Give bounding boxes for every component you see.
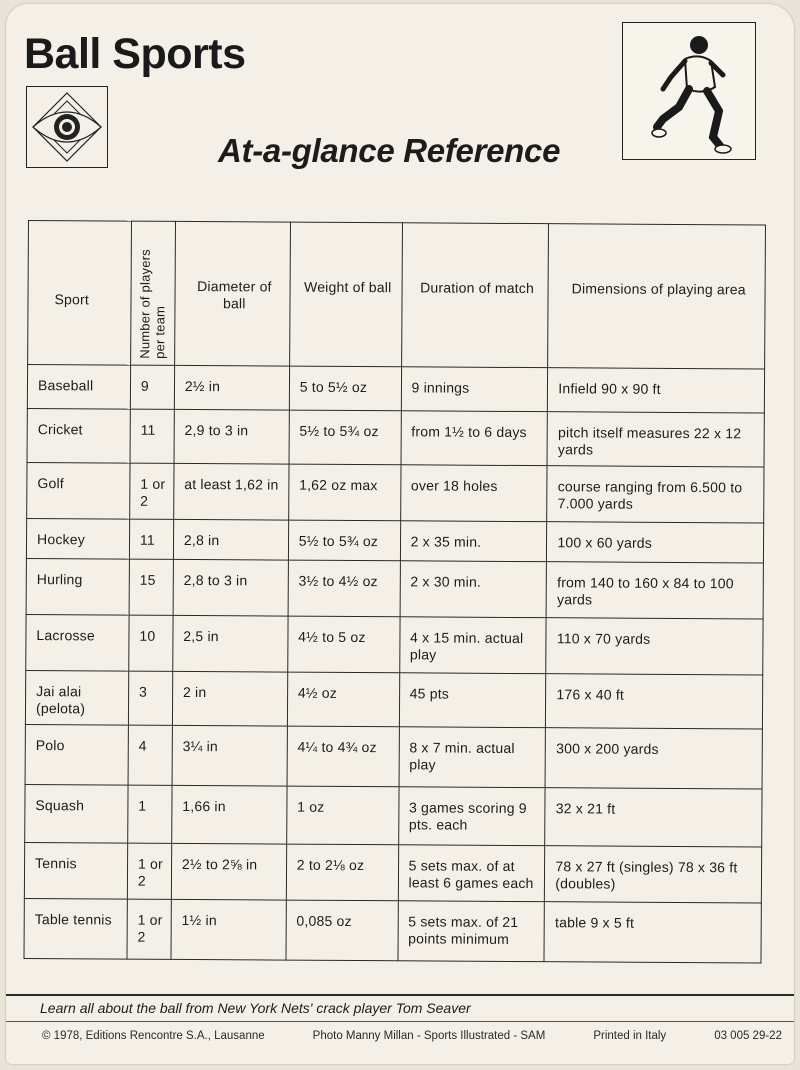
cell-diameter: 2,5 in <box>173 615 288 672</box>
cell-duration: from 1½ to 6 days <box>401 411 548 466</box>
cell-diameter: 1½ in <box>171 899 286 960</box>
cell-diameter: 2½ in <box>174 365 289 410</box>
table-row <box>24 842 761 903</box>
cell-dimensions: 176 x 40 ft <box>546 674 763 729</box>
column-header-players <box>131 221 176 365</box>
cell-dimensions: 32 x 21 ft <box>545 788 762 847</box>
cell-sport: Hurling <box>26 558 129 615</box>
table-row <box>27 408 764 467</box>
cell-weight: 1 oz <box>286 786 398 845</box>
cell-duration: 8 x 7 min. actual play <box>399 727 546 788</box>
cell-weight: 0,085 oz <box>286 900 398 961</box>
cell-duration: 9 innings <box>401 367 548 412</box>
cell-sport: Cricket <box>27 408 130 463</box>
cell-dimensions: from 140 to 160 x 84 to 100 yards <box>546 562 763 619</box>
cell-sport: Squash <box>25 784 128 843</box>
column-header-sport: Sport <box>28 221 132 366</box>
cell-players: 11 <box>130 409 174 463</box>
cell-dimensions: 300 x 200 yards <box>545 728 762 789</box>
cell-duration: 2 x 35 min. <box>400 521 547 562</box>
cell-dimensions: 78 x 27 ft (singles) 78 x 36 ft (doubles) <box>545 846 762 903</box>
cell-players: 10 <box>129 615 173 671</box>
cell-duration: 2 x 30 min. <box>400 561 547 618</box>
reference-table <box>23 220 766 963</box>
cell-duration: 5 sets max. of at least 6 games each <box>398 845 545 902</box>
cell-players: 1 or 2 <box>127 843 171 899</box>
cell-dimensions: 110 x 70 yards <box>546 618 763 675</box>
cell-duration: 5 sets max. of 21 points minimum <box>398 901 545 962</box>
cell-weight: 4¼ to 4¾ oz <box>287 726 399 787</box>
column-header-duration: Duration of match <box>401 223 549 368</box>
cell-players: 11 <box>129 519 173 559</box>
cell-weight: 1,62 oz max <box>288 464 400 521</box>
cell-duration: over 18 holes <box>400 465 547 522</box>
column-header-weight: Weight of ball <box>289 222 402 367</box>
table-row <box>27 462 764 523</box>
table-row <box>26 614 763 675</box>
cell-diameter: 2,9 to 3 in <box>174 409 289 464</box>
cell-diameter: 2½ to 2⅝ in <box>171 843 286 900</box>
cell-players: 1 or 2 <box>130 463 174 519</box>
table-row <box>26 518 763 563</box>
cell-diameter: 2,8 to 3 in <box>173 559 288 616</box>
cell-dimensions: pitch itself measures 22 x 12 yards <box>547 412 764 467</box>
copyright-text: © 1978, Editions Rencontre S.A., Lausanne <box>42 1030 265 1042</box>
photo-credit: Photo Manny Millan - Sports Illustrated - SAM <box>312 1030 546 1042</box>
cell-sport: Tennis <box>24 842 127 899</box>
column-header-dimensions: Dimensions of playing area <box>548 224 766 369</box>
cell-sport: Hockey <box>26 518 129 559</box>
runner-figure-icon <box>622 22 756 160</box>
table-body <box>24 365 765 963</box>
cell-dimensions: table 9 x 5 ft <box>544 902 761 963</box>
credits-divider <box>6 1021 794 1022</box>
cell-diameter: at least 1,62 in <box>174 463 289 520</box>
credits-line <box>42 1030 782 1042</box>
table-row <box>26 558 763 619</box>
cell-dimensions: Infield 90 x 90 ft <box>548 368 765 413</box>
cell-sport: Polo <box>25 724 128 785</box>
cell-diameter: 2,8 in <box>173 519 288 560</box>
table-row <box>24 898 761 963</box>
table-row <box>25 784 762 847</box>
cell-sport: Golf <box>27 462 130 519</box>
footer-divider <box>6 994 794 996</box>
eye-target-icon <box>26 86 108 168</box>
cell-weight: 4½ oz <box>287 672 399 727</box>
cell-duration: 45 pts <box>399 673 546 728</box>
cell-players: 1 <box>128 785 172 843</box>
cell-weight: 2 to 2⅛ oz <box>286 844 398 901</box>
column-header-players-label: Number of players per team <box>137 248 168 359</box>
cell-players: 9 <box>130 365 174 409</box>
cell-weight: 5 to 5½ oz <box>289 366 401 411</box>
cell-dimensions: course ranging from 6.500 to 7.000 yards <box>547 466 764 523</box>
column-header-diameter: Diameter of ball <box>174 221 290 366</box>
cell-duration: 3 games scoring 9 pts. each <box>398 787 545 846</box>
cell-dimensions: 100 x 60 yards <box>547 522 764 563</box>
cell-diameter: 3¼ in <box>172 725 287 786</box>
cell-diameter: 2 in <box>172 671 287 726</box>
page-subtitle: At-a-glance Reference <box>218 132 561 169</box>
cell-players: 1 or 2 <box>127 899 171 959</box>
cell-duration: 4 x 15 min. actual play <box>399 617 546 674</box>
cell-weight: 3½ to 4½ oz <box>288 560 400 617</box>
cell-sport: Lacrosse <box>26 614 129 671</box>
cell-sport: Table tennis <box>24 898 127 959</box>
table-row <box>25 670 762 729</box>
cell-weight: 4½ to 5 oz <box>287 616 399 673</box>
footer-tagline: Learn all about the ball from New York Nets' crack player Tom Seaver <box>40 1000 471 1016</box>
table-row <box>27 365 764 414</box>
cell-weight: 5½ to 5¾ oz <box>288 520 400 561</box>
cell-sport: Jai alai (pelota) <box>25 670 128 725</box>
cell-weight: 5½ to 5¾ oz <box>289 410 401 465</box>
cell-diameter: 1,66 in <box>172 785 287 844</box>
cell-players: 3 <box>128 671 172 725</box>
cell-sport: Baseball <box>27 365 130 410</box>
table-header-row <box>28 221 766 369</box>
cell-players: 4 <box>128 725 172 785</box>
page-title: Ball Sports <box>24 30 246 78</box>
printed-in: Printed in Italy <box>593 1030 667 1042</box>
table-row <box>25 724 762 789</box>
card-code: 03 005 29-22 <box>714 1030 782 1042</box>
cell-players: 15 <box>129 559 173 615</box>
